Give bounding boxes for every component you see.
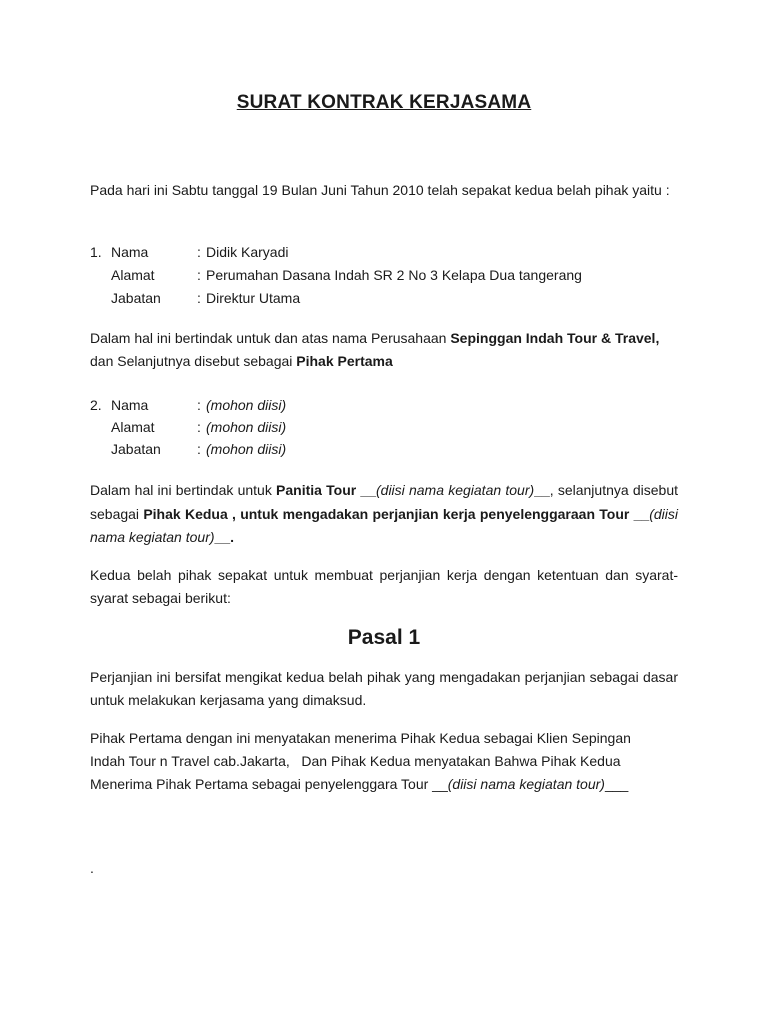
party2-name-row: 2. Nama : (mohon diisi) [90, 394, 678, 416]
party1-name-label: Nama [111, 244, 149, 260]
document-page [90, 0, 678, 1024]
party2-number: 2. [90, 397, 102, 413]
party1-number: 1. [90, 244, 102, 260]
pihak-kedua-label: Pihak Kedua , untuk mengadakan perjanjian kerja penyelenggaraan Tour __ [143, 505, 650, 522]
agreement-paragraph: Kedua belah pihak sepakat untuk membuat perjanjian kerja dengan ketentuan dan syarat-syarat sebagai berikut: [90, 567, 678, 606]
party2-position-row: Jabatan : (mohon diisi) [90, 438, 678, 460]
party2-paragraph: Dalam hal ini bertindak untuk Panitia Tour __(diisi nama kegiatan tour)__, selanjutnya disebut sebagai Pihak Kedua , untuk mengadakan perjanjian kerja penyelenggaraan Tour __(diisi nama kegiatan tour)__. [90, 482, 679, 545]
party2-position-value: (mohon diisi) [206, 441, 287, 457]
party1-paragraph: Dalam hal ini bertindak untuk dan atas nama Perusahaan Sepinggan Indah Tour & Travel, dan Selanjutnya disebut sebagai Pihak Pertama [90, 330, 660, 369]
party1-address-label: Alamat [111, 267, 155, 283]
document-title: SURAT KONTRAK KERJASAMA [236, 92, 532, 113]
party1-position-row: Jabatan : Direktur Utama [90, 287, 678, 309]
pasal-paragraph-2-line2: Indah Tour n Travel cab.Jakarta, Dan Pihak Kedua menyatakan Bahwa Pihak Kedua [90, 753, 621, 769]
pasal-heading: Pasal 1 [347, 626, 421, 649]
party2-position-label: Jabatan [111, 441, 161, 457]
party2-address-label: Alamat [111, 419, 155, 435]
panitia-tour-label: Panitia Tour __ [276, 482, 376, 498]
pasal-paragraph-2 [90, 727, 678, 796]
party1-name-row: 1. Nama : Didik Karyadi [90, 241, 678, 263]
trailing-dot: . [90, 860, 94, 876]
party2-address-row: Alamat : (mohon diisi) [90, 416, 678, 438]
intro-paragraph: Pada hari ini Sabtu tanggal 19 Bulan Juni Tahun 2010 telah sepakat kedua belah pihak yaitu : [90, 182, 670, 198]
party2-address-value: (mohon diisi) [206, 419, 287, 435]
company-name: Sepinggan Indah Tour & Travel, [450, 330, 660, 346]
party1-position-label: Jabatan [111, 290, 161, 306]
pasal-paragraph-2-line1: Pihak Pertama dengan ini menyatakan menerima Pihak Kedua sebagai Klien Sepingan [90, 730, 631, 746]
party1-name-value: Didik Karyadi [206, 244, 289, 260]
party1-position-value: Direktur Utama [206, 290, 301, 306]
pihak-pertama-label: Pihak Pertama [296, 353, 393, 369]
party1-address-value: Perumahan Dasana Indah SR 2 No 3 Kelapa Dua tangerang [206, 267, 582, 283]
party1-address-row: Alamat : Perumahan Dasana Indah SR 2 No 3 Kelapa Dua tangerang [90, 264, 678, 286]
pasal-paragraph-1: Perjanjian ini bersifat mengikat kedua belah pihak yang mengadakan perjanjian sebagai dasar untuk melakukan kerjasama yang dimaksud. [90, 669, 678, 708]
party2-name-label: Nama [111, 397, 149, 413]
pasal-paragraph-2-line3: Menerima Pihak Pertama sebagai penyelenggara Tour __(diisi nama kegiatan tour)___ [90, 776, 629, 792]
party2-name-value: (mohon diisi) [206, 397, 287, 413]
